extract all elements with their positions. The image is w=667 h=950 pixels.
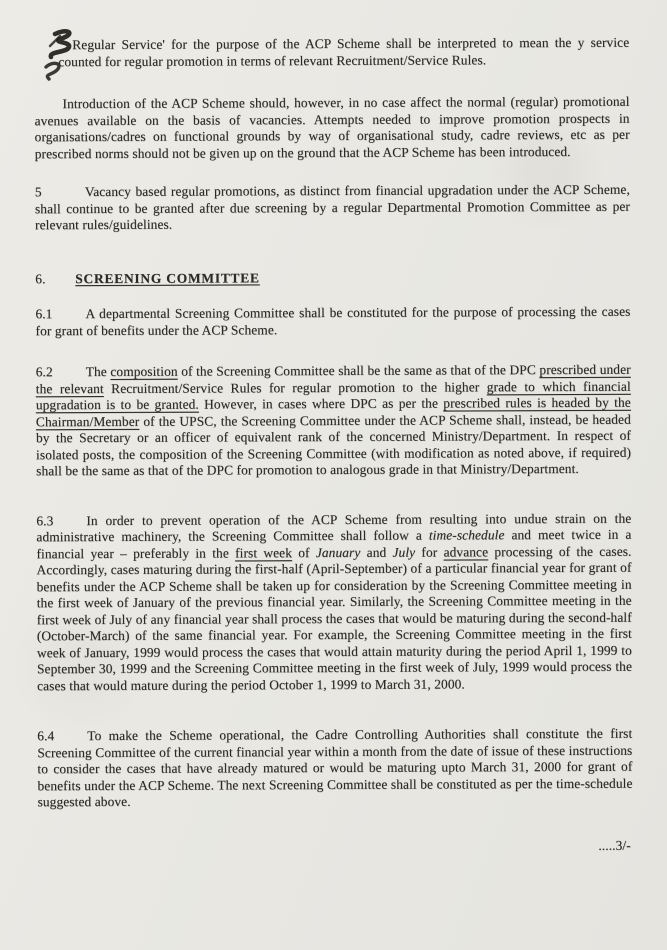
paragraph-6-4 — [37, 726, 632, 811]
paragraph-text: The — [85, 363, 111, 380]
paragraph-number: 6.4 — [37, 728, 55, 744]
paragraph-text: However, in cases where DPC as per the — [198, 395, 444, 412]
paragraph-6-3 — [36, 510, 632, 694]
paragraph-text: for — [415, 544, 444, 560]
paragraph-text: Regular Service' for the purpose of the ACP Scheme shall be interpreted to mean the y service counted for regular promotion in terms of relevant Recruitment/Service Rules. — [58, 34, 630, 69]
paragraph-text: Vacancy based regular promotions, as distinct from financial upgradation under the ACP Scheme, shall continue to be granted after due screening by a regular Departmental Promotion Committee as per relevant rules/guidelines. — [34, 181, 630, 233]
paragraph-text: of — [291, 544, 316, 560]
paragraph-text: To make the Scheme operational, the Cadre Controlling Authorities shall constitute the first Screening Committee of the current financial year within a month from the date of issue of these instructions to consider the cases that have already matured or would be maturing upto March 31, 2000 for grant of benefits under the ACP Scheme. The next Screening Committee shall be constituted as per the time-schedule suggested above. — [37, 725, 633, 810]
underlined-text: advance — [443, 543, 489, 560]
paragraph-number: 6.2 — [35, 364, 53, 380]
underlined-text: prescribed under the relevant — [35, 361, 631, 396]
section-heading-screening-committee — [35, 268, 630, 287]
paragraph-text: and — [360, 544, 393, 560]
paragraph-number: 6.1 — [35, 306, 53, 322]
paragraph-text: Recruitment/Service Rules for regular promotion to the higher — [103, 378, 487, 396]
paragraph-regular-service — [58, 35, 629, 70]
underlined-text: prescribed rules is headed by the Chairman/Member — [35, 394, 631, 429]
underlined-text: first week — [235, 544, 293, 560]
italic-text: January — [315, 544, 361, 560]
paragraph-6-1 — [35, 304, 630, 340]
paragraph-text: Introduction of the ACP Scheme should, however, in no case affect the normal (regular) promotional avenues available on the basis of vacancies. Attempts needed to improve promotion prospects in organisations/cadres on functional grounds by way of organisational study, cadre reviews, etc as per prescribed norms should not be given up on the ground that the ACP Scheme has been introduced. — [34, 93, 630, 161]
paragraph-6-2 — [36, 362, 631, 480]
paragraph-text: of the Screening Committee shall be the same as that of the DPC — [177, 362, 540, 379]
paragraph-introduction — [34, 94, 629, 163]
paragraph-number: 5 — [34, 184, 42, 200]
paragraph-text: processing of the cases. Accordingly, cases maturing during the first-half (April-September) of a particular financial year for grant of benefits under the ACP Scheme shall be taken up for consideration by the Screening Committee meeting in the first week of January of the previous financial year. Similarly, the Screening Committee meeting in the first week of July of any financial year shall process the cases that would be maturing during the second-half (October-March) of the same financial year. For example, the Screening Committee meeting in the first week of January, 1999 would process the cases that would attain maturity during the period April 1, 1999 to September 30, 1999 and the Screening Committee meeting in the first week of July, 1999 would process the cases that would mature during the period October 1, 1999 to March 31, 2000. — [36, 543, 632, 693]
page-continuation-mark — [38, 837, 633, 856]
underlined-text: grade to which financial upgradation is to be granted. — [35, 378, 631, 413]
paragraph-text: A departmental Screening Committee shall be constituted for the purpose of processing the cases for grant of benefits under the ACP Scheme. — [35, 303, 631, 338]
section-heading-title: SCREENING COMMITTEE — [75, 269, 260, 286]
continuation-text: .....3/- — [598, 837, 631, 853]
underlined-text: composition — [110, 363, 178, 379]
italic-text: July — [392, 544, 416, 560]
paragraph-text: and meet twice in a financial year – preferably in the — [36, 526, 632, 561]
section-number: 6. — [35, 270, 46, 286]
paragraph-number: 6.3 — [36, 512, 54, 528]
italic-text: time-schedule — [428, 527, 505, 543]
paragraph-text: of the UPSC, the Screening Committee under the ACP Scheme shall, instead, be headed by the Secretary or an officer of equivalent rank of the concerned Ministry/Department. In respect of isolated posts, the composition of the Screening Committee (with modification as noted above, if required) shall be the same as that of the DPC for promotion to analogous grade in that Ministry/Department. — [35, 411, 632, 479]
page-content — [34, 35, 633, 857]
paragraph-text: In order to prevent operation of the ACP Scheme from resulting into undue strain on the administrative machinery, the Screening Committee shall follow a — [36, 510, 632, 545]
paragraph-5-vacancy-promotions — [35, 182, 630, 234]
